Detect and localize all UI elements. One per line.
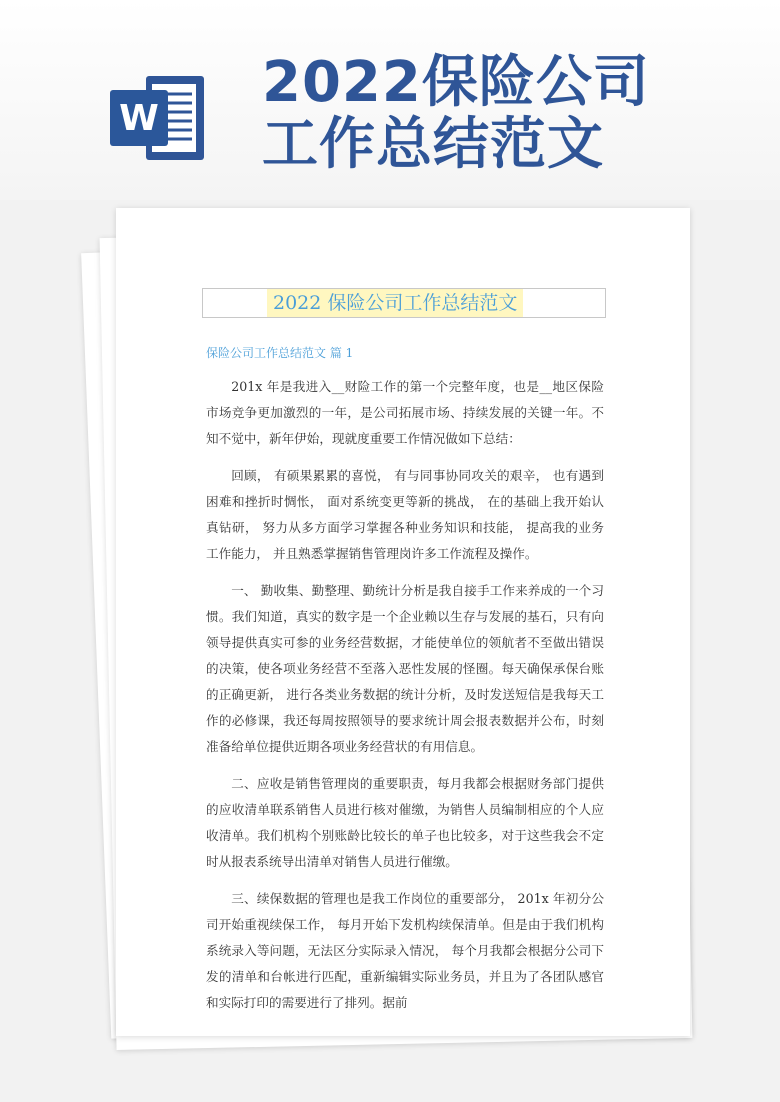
paragraph: 回顾， 有硕果累累的喜悦， 有与同事协同攻关的艰辛， 也有遇到困难和挫折时惆怅， 面对系统变更等新的挑战， 在的基础上我开始认真钻研， 努力从多方面学习掌握各种业务知识和技能， 提高我的业务工作能力， 并且熟悉掌握销售管理岗许多工作流程及操作。: [206, 468, 604, 561]
word-logo-letter: W: [119, 98, 159, 139]
paragraph: 三、续保数据的管理也是我工作岗位的重要部分， 201x 年初分公司开始重视续保工作， 每月开始下发机构续保清单。但是由于我们机构系统录入等问题，无法区分实际录入情况， 每个月我都会根据分公司下发的清单和台帐进行匹配，重新编辑实际业务员，并且为了各团队感官和实际打印的需要进行了排列。据前: [206, 891, 604, 1010]
paragraph: 201x 年是我进入__财险工作的第一个完整年度，也是__地区保险市场竞争更加激烈的一年，是公司拓展市场、持续发展的关键一年。不知不觉中，新年伊始，现就度重要工作情况做如下总结：: [206, 379, 604, 446]
paragraph: 一、 勤收集、勤整理、勤统计分析是我自接手工作来养成的一个习惯。我们知道，真实的数字是一个企业赖以生存与发展的基石，只有向领导提供真实可参的业务经营数据，才能使单位的领航者不至做出错误的决策，使各项业务经营不至落入恶性发展的怪圈。每天确保承保台账的正确更新， 进行各类业务数据的统计分析，及时发送短信是我每天工作的必修课，我还每周按照领导的要求统计周会报表数据并公布，时刻准备给单位提供近期各项业务经营状的有用信息。: [206, 583, 604, 754]
document-body: [206, 374, 604, 1027]
paragraph: 二、应收是销售管理岗的重要职责，每月我都会根据财务部门提供的应收清单联系销售人员进行核对催缴，为销售人员编制相应的个人应收清单。我们机构个别账龄比较长的单子也比较多，对于这些我会不定时从报表系统导出清单对销售人员进行催缴。: [206, 776, 604, 869]
document-page: [116, 208, 690, 1036]
document-title-box: [202, 288, 606, 318]
page-title: [262, 52, 742, 176]
document-title: 2022 保险公司工作总结范文: [267, 289, 523, 317]
title-line-2: 工作总结范文: [262, 112, 604, 177]
section-heading: 保险公司工作总结范文 篇 1: [206, 346, 354, 360]
word-document-icon: [108, 70, 208, 166]
title-line-1: 2022保险公司: [262, 50, 650, 115]
banner: [0, 0, 780, 200]
